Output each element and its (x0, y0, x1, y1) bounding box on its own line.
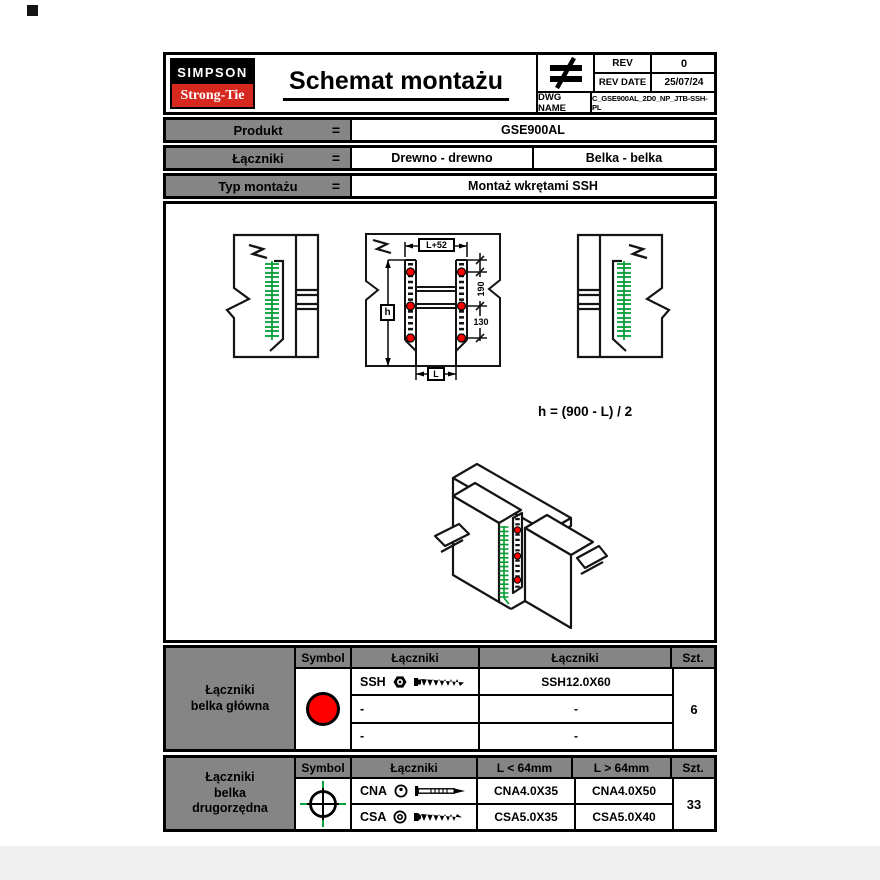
height-formula: h = (900 - L) / 2 (538, 404, 633, 419)
rev-label: REV (595, 55, 652, 74)
dim-label-height: h (380, 304, 395, 321)
dim-label-spacing-190: 190 (475, 277, 487, 301)
fastener-spec: SSH12.0X60 (541, 674, 611, 689)
rev-date-value: 25/07/24 (652, 74, 716, 93)
table-row (352, 694, 672, 721)
fastener-spec: - (574, 701, 578, 716)
csa-screw-icon (414, 810, 466, 824)
simpson-strongtie-logo (170, 58, 255, 109)
produkt-label-cell (166, 120, 352, 140)
dim-label-bottom-width: L (427, 367, 445, 381)
col-header-laczniki-1: Łączniki (352, 648, 480, 667)
fastener-name: - (360, 701, 365, 716)
dwg-name-value: C_GSE900AL_2D0_NP_JTB-SSH-PL (592, 93, 708, 112)
ssh-screw-icon (414, 675, 468, 689)
row-label-line: drugorzędna (192, 801, 268, 816)
equals-sign: = (331, 122, 340, 138)
produkt-label: Produkt (233, 122, 283, 138)
fasteners-main-header-row (296, 648, 714, 669)
spec-row-laczniki (163, 145, 717, 171)
page-title: Schemat montażu (283, 67, 509, 101)
laczniki-value-1: Drewno - drewno (391, 151, 493, 165)
laczniki-label-cell (166, 148, 352, 168)
col-header-szt: Szt. (682, 650, 704, 665)
side-view-left (225, 228, 333, 364)
fastener-spec-long: CNA4.0X50 (574, 779, 672, 803)
cna-head-icon (394, 784, 408, 798)
laczniki-value-2: Belka - belka (532, 148, 714, 168)
produkt-value: GSE900AL (501, 123, 565, 137)
row-label-line: Łączniki (205, 682, 255, 697)
csa-head-icon (393, 810, 407, 824)
fastener-name: CNA (360, 784, 388, 798)
fastener-name-cell (352, 669, 480, 694)
spec-row-typ-montazu (163, 173, 717, 199)
side-view-right (563, 228, 671, 364)
rev-value: 0 (652, 55, 716, 74)
col-header-szt: Szt. (682, 760, 704, 775)
fasteners-main-row-label (166, 648, 296, 749)
equals-sign: = (331, 150, 340, 166)
logo-simpson: SIMPSON (172, 60, 253, 84)
secondary-qty: 33 (672, 779, 714, 829)
table-row (352, 803, 672, 829)
fastener-name-cell (352, 696, 480, 721)
rev-date-label: REV DATE (595, 74, 652, 93)
typ-montazu-value: Montaż wkrętami SSH (468, 179, 598, 193)
fasteners-main-table (163, 645, 717, 752)
col-header-l-long: L > 64mm (573, 758, 672, 777)
fastener-spec-short: CNA4.0X35 (493, 784, 559, 798)
row-label-line: belka główna (190, 698, 270, 713)
screw-line-green (265, 261, 279, 340)
drawing-sheet (163, 52, 717, 832)
fastener-name-cell (352, 779, 478, 803)
spec-row-produkt (163, 117, 717, 143)
table-row (352, 669, 672, 694)
main-symbol-cell (296, 669, 352, 749)
equals-sign: = (331, 178, 340, 194)
logo-strongtie: Strong-Tie (172, 84, 253, 107)
red-circle-symbol (306, 692, 340, 726)
hex-head-icon (393, 675, 407, 689)
fasteners-secondary-table (163, 755, 717, 832)
row-label-line: Łączniki (205, 770, 255, 785)
crop-mark (27, 5, 38, 16)
typ-montazu-label-cell (166, 176, 352, 196)
secondary-symbol-cell (296, 779, 352, 829)
page-bottom-strip (0, 846, 880, 880)
laczniki-label: Łączniki (232, 150, 284, 166)
fastener-name: SSH (360, 674, 386, 689)
fasteners-secondary-row-label (166, 758, 296, 829)
col-header-laczniki-2: Łączniki (480, 648, 672, 667)
isometric-view (401, 432, 621, 644)
drawing-area (163, 201, 717, 643)
fastener-name-cell (352, 805, 478, 829)
iso-screw-line-green (500, 526, 510, 604)
col-header-laczniki: Łączniki (352, 758, 478, 777)
fasteners-secondary-header-row (296, 758, 714, 779)
dwg-name-label: DWG NAME (538, 93, 592, 112)
table-row (352, 779, 672, 803)
fastener-name-cell (352, 724, 480, 749)
title-block (163, 52, 717, 115)
row-label-line: belka (214, 785, 246, 800)
dim-label-top-width: L+52 (418, 238, 455, 252)
main-qty: 6 (672, 669, 714, 749)
typ-montazu-label: Typ montażu (218, 178, 298, 194)
fastener-spec-long: CSA5.0X40 (574, 805, 672, 829)
col-header-l-short: L < 64mm (478, 758, 573, 777)
fastener-name: CSA (360, 810, 387, 824)
col-header-symbol: Symbol (296, 758, 352, 777)
crosshair-symbol (300, 781, 346, 827)
col-header-symbol: Symbol (296, 648, 352, 667)
revision-table (536, 55, 714, 112)
cna-nail-icon (415, 784, 467, 798)
dim-label-spacing-130: 130 (469, 316, 493, 328)
fastener-spec-short: CSA5.0X35 (494, 810, 558, 824)
fastener-name: - (360, 729, 365, 744)
fastener-spec: - (574, 729, 578, 744)
not-equal-icon (538, 55, 595, 93)
table-row (352, 722, 672, 749)
